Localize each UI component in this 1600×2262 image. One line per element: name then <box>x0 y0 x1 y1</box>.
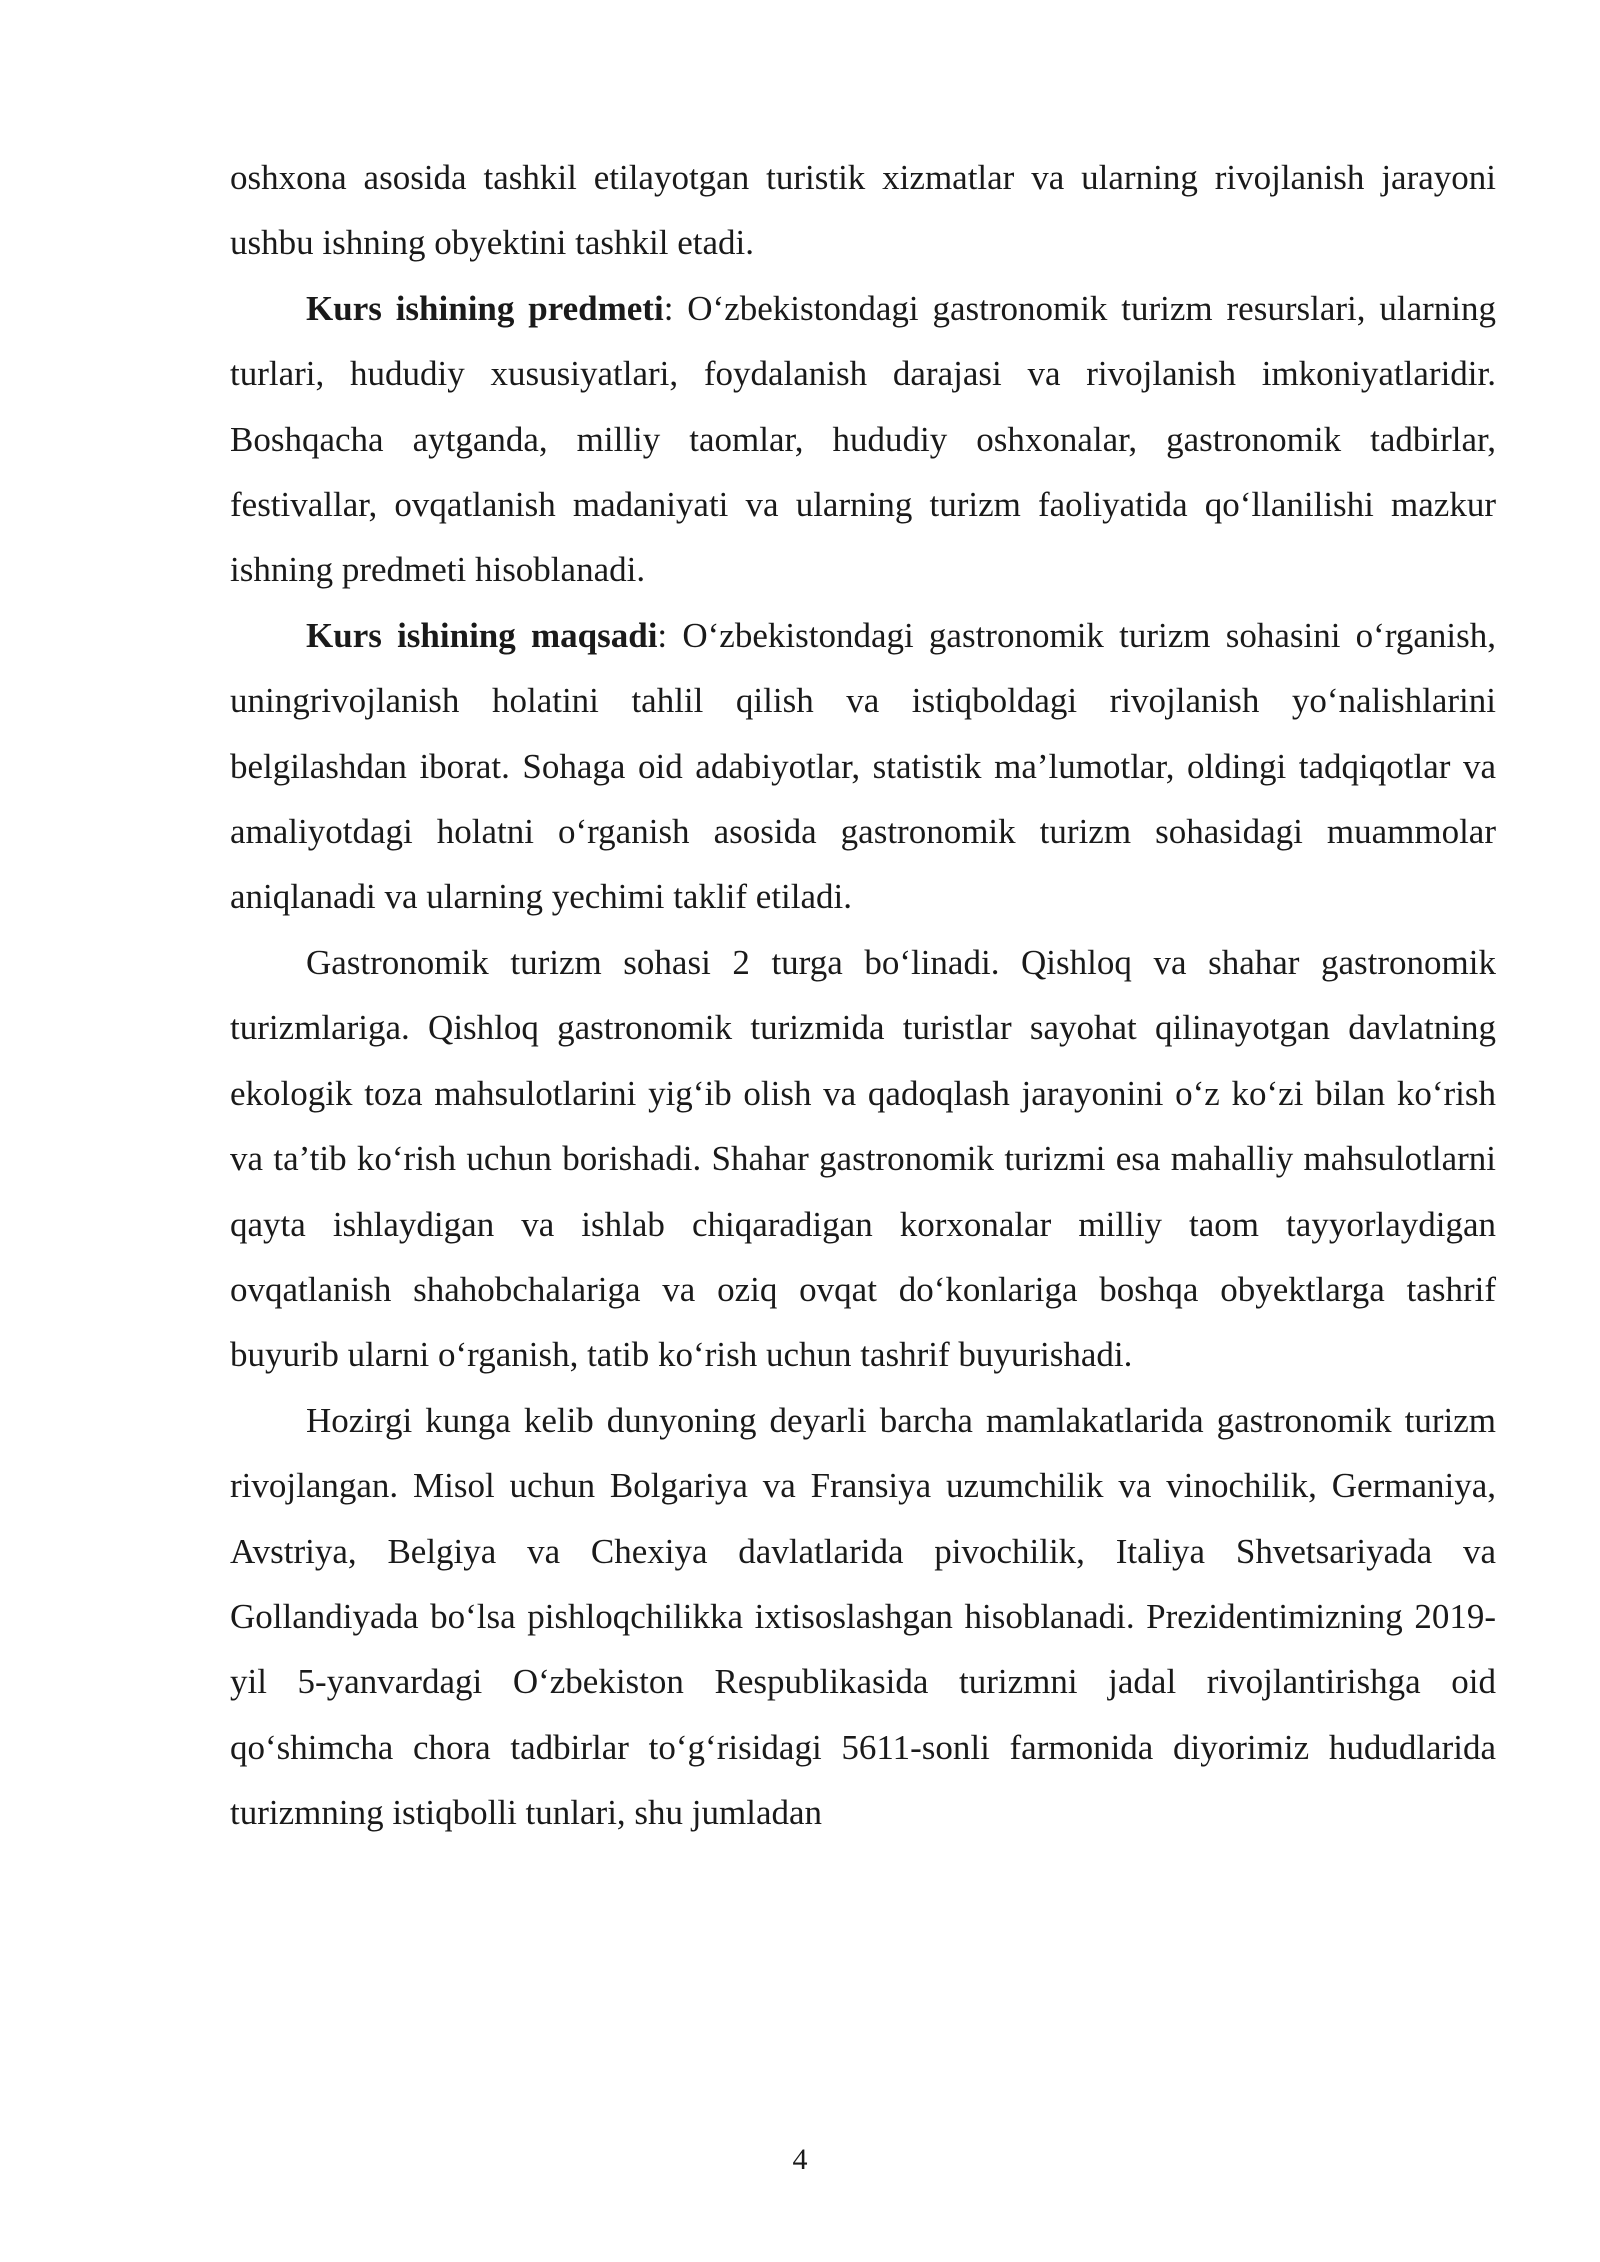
paragraph-tourism-types <box>230 930 1496 1388</box>
page-number: 4 <box>792 2143 808 2176</box>
paragraph-text: Gastronomik turizm sohasi 2 turga bo‘linadi. Qishloq va shahar gastronomik turizmlariga. Qishloq gastronomik turizmida turistlar sayohat qilinayotgan davlatning ekologik toza mahsulotlarini yig‘ib olish va qadoqlash jarayonini o‘z ko‘zi bilan ko‘rish va ta’tib ko‘rish uchun borishadi. Shahar gastronomik turizmi esa mahalliy mahsulotlarni qayta ishlaydigan va ishlab chiqaradigan korxonalar milliy taom tayyorlaydigan ovqatlanish shahobchalariga va oziq ovqat do‘konlariga boshqa obyektlarga tashrif buyurib ularni o‘rganish, tatib ko‘rish uchun tashrif buyurishadi. <box>230 942 1496 1375</box>
paragraph-text: Hozirgi kunga kelib dunyoning deyarli barcha mamlakatlarida gastronomik turizm rivojlangan. Misol uchun Bolgariya va Fransiya uzumchilik va vinochilik, Germaniya, Avstriya, Belgiya va Chexiya davlatlarida pivochilik, Italiya Shvetsariyada va Gollandiyada bo‘lsa pishloqchilikka ixtisoslashgan hisoblanadi. Prezidentimizning 2019-yil 5-yanvardagi O‘zbekiston Respublikasida turizmni jadal rivojlantirishga oid qo‘shimcha chora tadbirlar to‘g‘risidagi 5611-sonli farmonida diyorimiz hududlarida turizmning istiqbolli tunlari, shu jumladan <box>230 1400 1496 1833</box>
paragraph-object-continuation <box>230 145 1496 276</box>
paragraph-goal <box>230 603 1496 930</box>
paragraph-text: : O‘zbekistondagi gastronomik turizm resurslari, ularning turlari, hududiy xususiyatlari, foydalanish darajasi va rivojlanish imkoniyatlaridir. Boshqacha aytganda, milliy taomlar, hududiy oshxonalar, gastronomik tadbirlar, festivallar, ovqatlanish madaniyati va ularning turizm faoliyatida qo‘llanilishi mazkur ishning predmeti hisoblanadi. <box>230 288 1496 590</box>
document-body <box>230 145 1496 1846</box>
paragraph-world-examples <box>230 1388 1496 1846</box>
goal-heading: Kurs ishining maqsadi <box>306 615 658 655</box>
subject-heading: Kurs ishining predmeti <box>306 288 664 328</box>
paragraph-subject <box>230 276 1496 603</box>
paragraph-text: oshxona asosida tashkil etilayotgan turistik xizmatlar va ularning rivojlanish jarayoni ushbu ishning obyektini tashkil etadi. <box>230 158 1496 263</box>
paragraph-text: : O‘zbekistondagi gastronomik turizm sohasini o‘rganish, uningrivojlanish holatini tahlil qilish va istiqboldagi rivojlanish yo‘nalishlarini belgilashdan iborat. Sohaga oid adabiyotlar, statistik ma’lumotlar, oldingi tadqiqotlar va amaliyotdagi holatni o‘rganish asosida gastronomik turizm sohasidagi muammolar aniqlanadi va ularning yechimi taklif etiladi. <box>230 615 1496 917</box>
